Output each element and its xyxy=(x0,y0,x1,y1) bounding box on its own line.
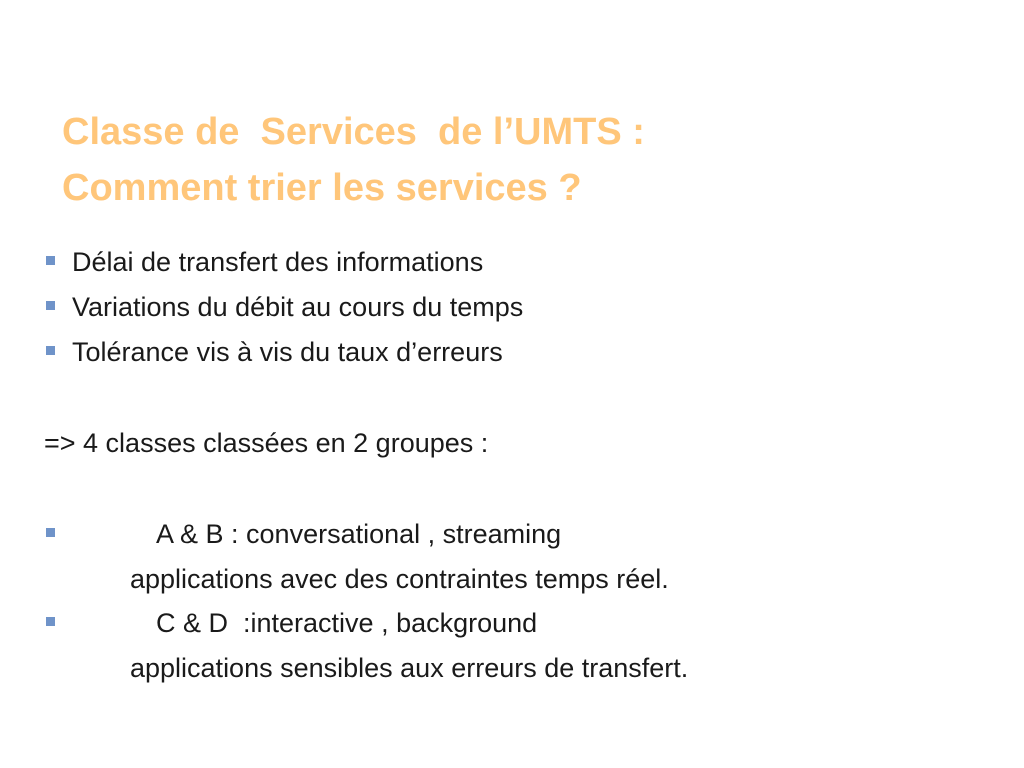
criteria-item: Tolérance vis à vis du taux d’erreurs xyxy=(72,337,503,367)
conclusion-text: => 4 classes classées en 2 groupes : xyxy=(44,428,489,458)
square-bullet-icon xyxy=(46,346,55,355)
slide-title-line-1: Classe de Services de l’UMTS : xyxy=(62,111,645,153)
slide-title xyxy=(62,104,962,216)
square-bullet-icon xyxy=(46,301,55,310)
slide-title-line-2: Comment trier les services ? xyxy=(62,167,582,209)
group-description: applications sensibles aux erreurs de transfert. xyxy=(130,653,689,683)
group-label: A & B : conversational , streaming xyxy=(156,519,562,549)
square-bullet-icon xyxy=(46,528,55,537)
criteria-item: Délai de transfert des informations xyxy=(72,247,484,277)
criteria-item: Variations du débit au cours du temps xyxy=(72,292,524,322)
group-description: applications avec des contraintes temps réel. xyxy=(130,564,669,594)
group-label: C & D :interactive , background xyxy=(156,608,538,638)
square-bullet-icon xyxy=(46,617,55,626)
square-bullet-icon xyxy=(46,256,55,265)
